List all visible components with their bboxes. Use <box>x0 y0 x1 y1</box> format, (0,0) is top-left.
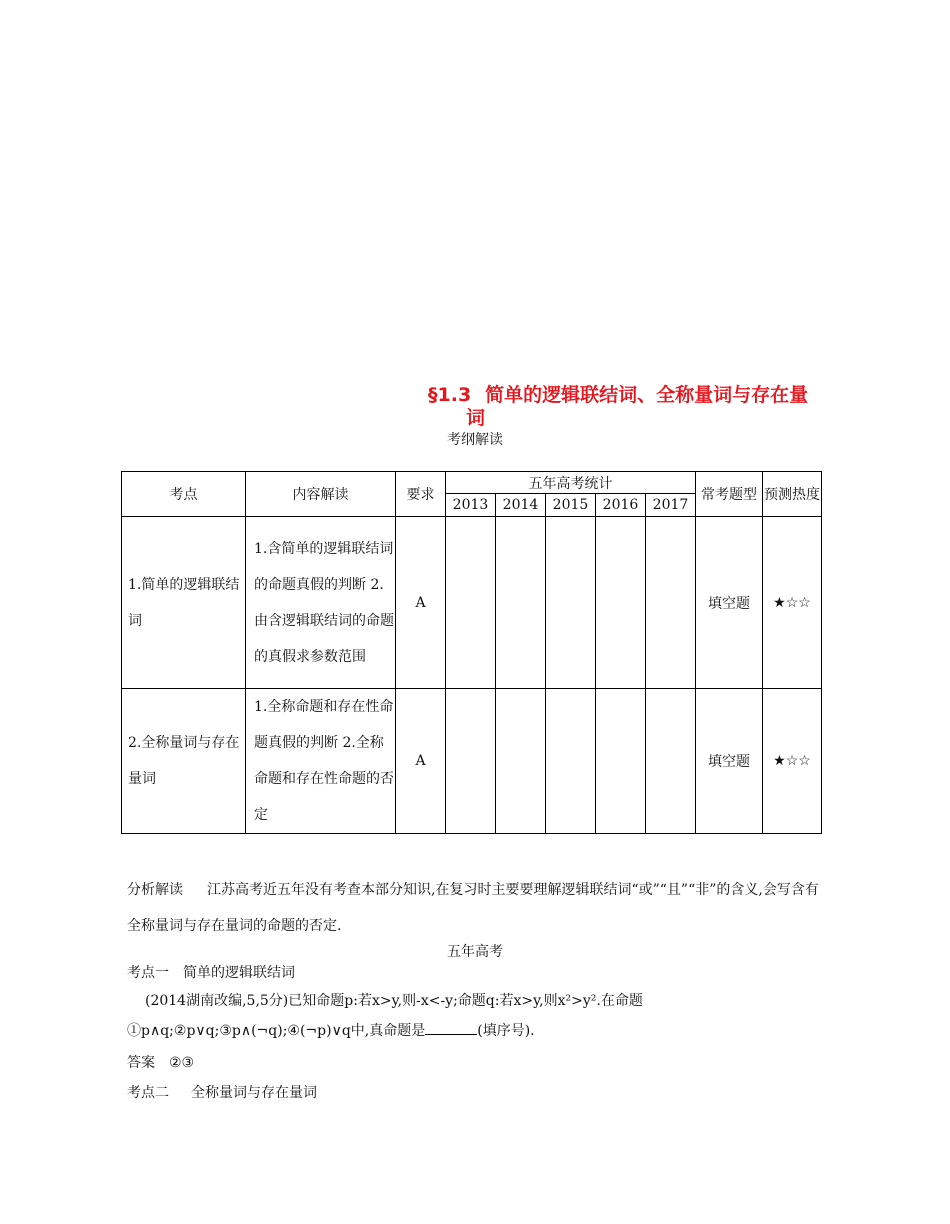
title-line1: 简单的逻辑联结词、全称量词与存在量 <box>485 384 809 406</box>
year-cell <box>446 689 496 834</box>
header-requirement: 要求 <box>396 472 446 517</box>
year-cell <box>596 689 646 834</box>
point2-label: 考点二 <box>127 1085 169 1101</box>
section-title <box>428 384 848 430</box>
problem-text <box>127 986 827 1046</box>
point2-heading <box>127 1082 317 1102</box>
answer-label: 答案 <box>127 1055 155 1071</box>
point2-title: 全称量词与存在量词 <box>191 1085 317 1101</box>
header-content: 内容解读 <box>246 472 396 517</box>
row-content: 1.含简单的逻辑联结词的命题真假的判断 2.由含逻辑联结词的命题的真假求参数范围 <box>246 517 396 689</box>
row-requirement: A <box>396 517 446 689</box>
row-content: 1.全称命题和存在性命题真假的判断 2.全称命题和存在性命题的否定 <box>246 689 396 834</box>
header-year: 2016 <box>596 494 646 517</box>
analysis-paragraph <box>127 872 827 944</box>
year-cell <box>446 517 496 689</box>
row-heat-stars: ★☆☆ <box>763 517 822 689</box>
year-cell <box>596 517 646 689</box>
point1-title: 简单的逻辑联结词 <box>183 965 295 981</box>
header-heat: 预测热度 <box>763 472 822 517</box>
five-year-heading: 五年高考 <box>447 944 503 960</box>
header-point: 考点 <box>122 472 246 517</box>
problem-body: 已知命题p:若x>y,则-x<-y;命题q:若x>y,则x²>y².在命题①p∧q;②p∨q;③p∧(¬q);④(¬p)∨q中,真命题是 <box>127 993 643 1039</box>
outline-table <box>121 471 822 834</box>
problem-source: (2014湖南改编,5,5分) <box>145 993 289 1009</box>
analysis-label: 分析解读 <box>127 882 183 898</box>
header-question-type: 常考题型 <box>696 472 763 517</box>
answer-value: ②③ <box>169 1055 195 1071</box>
title-line2: 词 <box>466 407 486 429</box>
outline-heading: 考纲解读 <box>447 432 503 448</box>
year-cell <box>546 517 596 689</box>
header-year: 2015 <box>546 494 596 517</box>
row-requirement: A <box>396 689 446 834</box>
year-cell <box>546 689 596 834</box>
analysis-text: 江苏高考近五年没有考查本部分知识,在复习时主要要理解逻辑联结词“或”“且”“非”的含义,会写含有全称量词与存在量词的命题的否定. <box>127 882 819 934</box>
row-question-type: 填空题 <box>696 689 763 834</box>
row-heat-stars: ★☆☆ <box>763 689 822 834</box>
year-cell <box>646 689 696 834</box>
point1-label: 考点一 <box>127 965 169 981</box>
row-question-type: 填空题 <box>696 517 763 689</box>
row-point: 2.全称量词与存在量词 <box>122 689 246 834</box>
header-year: 2014 <box>496 494 546 517</box>
table-row <box>122 689 822 834</box>
table-row <box>122 517 822 689</box>
header-stats: 五年高考统计 <box>446 472 696 494</box>
year-cell <box>496 689 546 834</box>
year-cell <box>496 517 546 689</box>
answer-blank <box>425 1020 477 1035</box>
answer-line <box>127 1052 194 1072</box>
year-cell <box>646 517 696 689</box>
header-year: 2013 <box>446 494 496 517</box>
header-year: 2017 <box>646 494 696 517</box>
problem-tail: (填序号). <box>477 1023 535 1039</box>
point1-heading <box>127 962 295 982</box>
section-number: §1.3 <box>428 384 472 406</box>
row-point: 1.简单的逻辑联结词 <box>122 517 246 689</box>
